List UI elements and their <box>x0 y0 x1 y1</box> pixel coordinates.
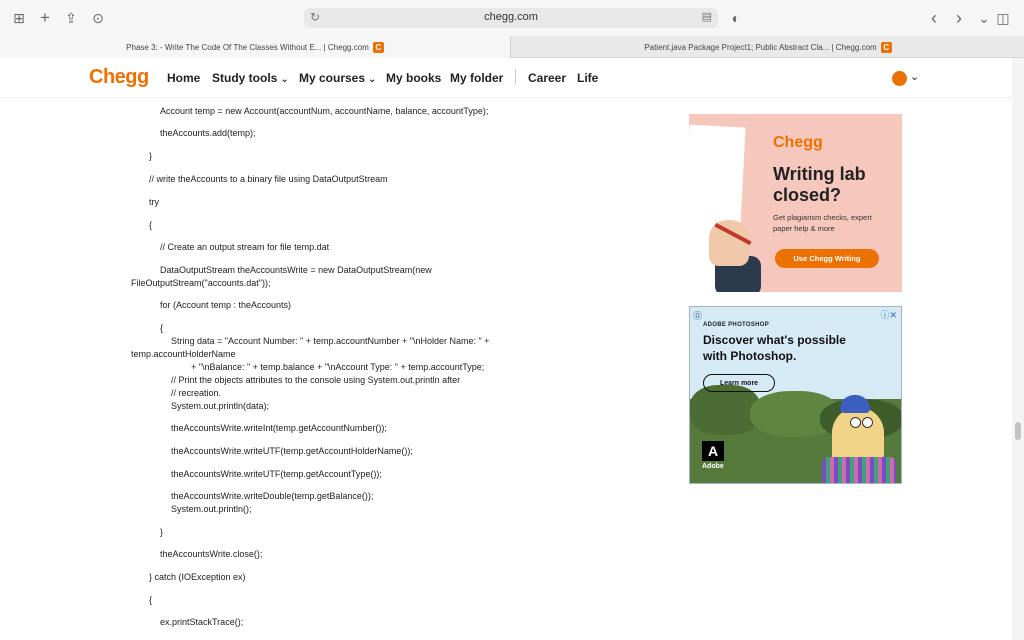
code-line: theAccounts.add(temp); <box>160 128 256 138</box>
chegg-favicon-icon: C <box>373 42 384 53</box>
new-tab-icon[interactable]: + <box>40 8 50 27</box>
code-line: { <box>149 220 153 230</box>
code-line: // Create an output stream for file temp.dat <box>160 242 330 252</box>
code-line: temp.accountHolderName <box>131 349 236 359</box>
chevron-down-icon[interactable]: ⌄ <box>910 71 920 83</box>
nav-my-courses[interactable] <box>299 71 376 85</box>
code-line: } catch (IOException ex) <box>149 572 246 582</box>
code-line: String data = "Account Number: " + temp.accountNumber + "\nHolder Name: " + <box>171 336 490 346</box>
nav-label: Study tools <box>212 71 278 85</box>
code-line: System.out.println(); <box>171 504 252 514</box>
address-bar[interactable] <box>304 8 718 28</box>
adchoices-icon[interactable]: ⓪ <box>693 311 703 321</box>
tab-title: Patient.java Package Project1; Public Abstract Cla... | Chegg.com <box>644 42 877 52</box>
learn-more-button[interactable]: Learn more <box>703 374 775 392</box>
code-line: // recreation. <box>171 388 222 398</box>
code-line: FileOutputStream("accounts.dat")); <box>131 278 271 288</box>
scrollbar-thumb[interactable] <box>1015 422 1021 440</box>
nav-home[interactable]: Home <box>167 71 201 85</box>
url-text[interactable]: chegg.com <box>484 11 538 23</box>
nav-career[interactable]: Career <box>528 71 567 85</box>
avatar[interactable] <box>892 71 907 86</box>
character-cap <box>840 395 870 413</box>
code-line: + "\nBalance: " + temp.balance + "\nAccount Type: " + temp.accountType; <box>191 362 485 372</box>
answer-code <box>0 98 680 640</box>
chegg-writing-ad[interactable] <box>689 114 902 292</box>
chevron-down-icon: ⌄ <box>368 74 377 85</box>
nav-divider <box>515 69 516 85</box>
code-line: try <box>149 197 159 207</box>
character-tentacles <box>822 457 896 484</box>
code-line: theAccountsWrite.writeDouble(temp.getBalance()); <box>171 491 374 501</box>
ad-subtext: Get plagiarism checks, expert paper help & more <box>773 213 872 233</box>
ad-label: ADOBE PHOTOSHOP <box>703 322 770 328</box>
code-line: } <box>160 527 164 537</box>
reader-icon[interactable]: ▤ <box>701 11 712 23</box>
code-line: System.out.println(data); <box>171 401 270 411</box>
sidebar-icon[interactable]: ⊞ <box>13 9 25 26</box>
forward-icon[interactable]: › <box>956 7 962 28</box>
page-scrollbar[interactable] <box>1012 58 1024 640</box>
close-ad-icon[interactable]: ⓘ✕ <box>880 310 897 320</box>
code-line: theAccountsWrite.close(); <box>160 549 263 559</box>
nav-label: My courses <box>299 71 366 85</box>
code-line: DataOutputStream theAccountsWrite = new DataOutputStream(new <box>160 265 432 275</box>
chevron-down-icon: ⌄ <box>280 74 289 85</box>
nav-my-books[interactable]: My books <box>386 71 442 85</box>
character-eye <box>862 417 873 428</box>
adobe-logo-icon: A <box>702 441 724 461</box>
code-line: Account temp = new Account(accountNum, accountName, balance, accountType); <box>160 106 489 116</box>
share-icon[interactable]: ⇪ <box>65 9 77 26</box>
tab-phase-3[interactable] <box>0 36 511 58</box>
sidebar-right-icon[interactable]: ◫ <box>996 9 1010 26</box>
code-line: theAccountsWrite.writeUTF(temp.getAccountHolderName()); <box>171 446 413 456</box>
code-line: } <box>149 151 153 161</box>
back-icon[interactable]: ‹ <box>931 7 937 28</box>
code-line: theAccountsWrite.writeUTF(temp.getAccountType()); <box>171 469 382 479</box>
code-line: { <box>149 595 153 605</box>
code-line: { <box>160 323 164 333</box>
tab-bar <box>0 36 1024 58</box>
download-icon[interactable]: ⊙ <box>92 9 104 26</box>
adobe-photoshop-ad[interactable] <box>689 306 902 484</box>
code-line: for (Account temp : theAccounts) <box>160 300 292 310</box>
code-line: ex.printStackTrace(); <box>160 617 244 627</box>
code-line: // write theAccounts to a binary file using DataOutputStream <box>149 174 388 184</box>
character-eye <box>850 417 861 428</box>
chegg-logo[interactable]: Chegg <box>89 66 149 88</box>
site-nav <box>0 58 1012 98</box>
tab-patient-java[interactable] <box>512 36 1024 58</box>
code-line: theAccountsWrite.writeInt(temp.getAccountNumber()); <box>171 423 387 433</box>
shield-icon[interactable]: ◐ <box>731 10 741 26</box>
ad-headline: Writing lab closed? <box>773 164 866 205</box>
adobe-brand: Adobe <box>702 463 724 470</box>
chegg-favicon-icon: C <box>881 42 892 53</box>
ad-brand: Chegg <box>773 134 823 151</box>
tab-title: Phase 3: - Write The Code Of The Classes Without E... | Chegg.com <box>126 42 369 52</box>
ad-headline: Discover what's possible with Photoshop. <box>703 333 846 363</box>
use-chegg-writing-button[interactable]: Use Chegg Writing <box>775 249 879 268</box>
code-line: // Print the objects attributes to the console using System.out.println after <box>171 375 461 385</box>
nav-study-tools[interactable] <box>212 71 289 85</box>
reload-icon[interactable]: ↻ <box>310 10 321 24</box>
browser-toolbar <box>0 0 1024 36</box>
tab-menu-icon[interactable]: ⌄ <box>978 9 990 26</box>
nav-my-folder[interactable]: My folder <box>450 71 504 85</box>
nav-life[interactable]: Life <box>577 71 599 85</box>
